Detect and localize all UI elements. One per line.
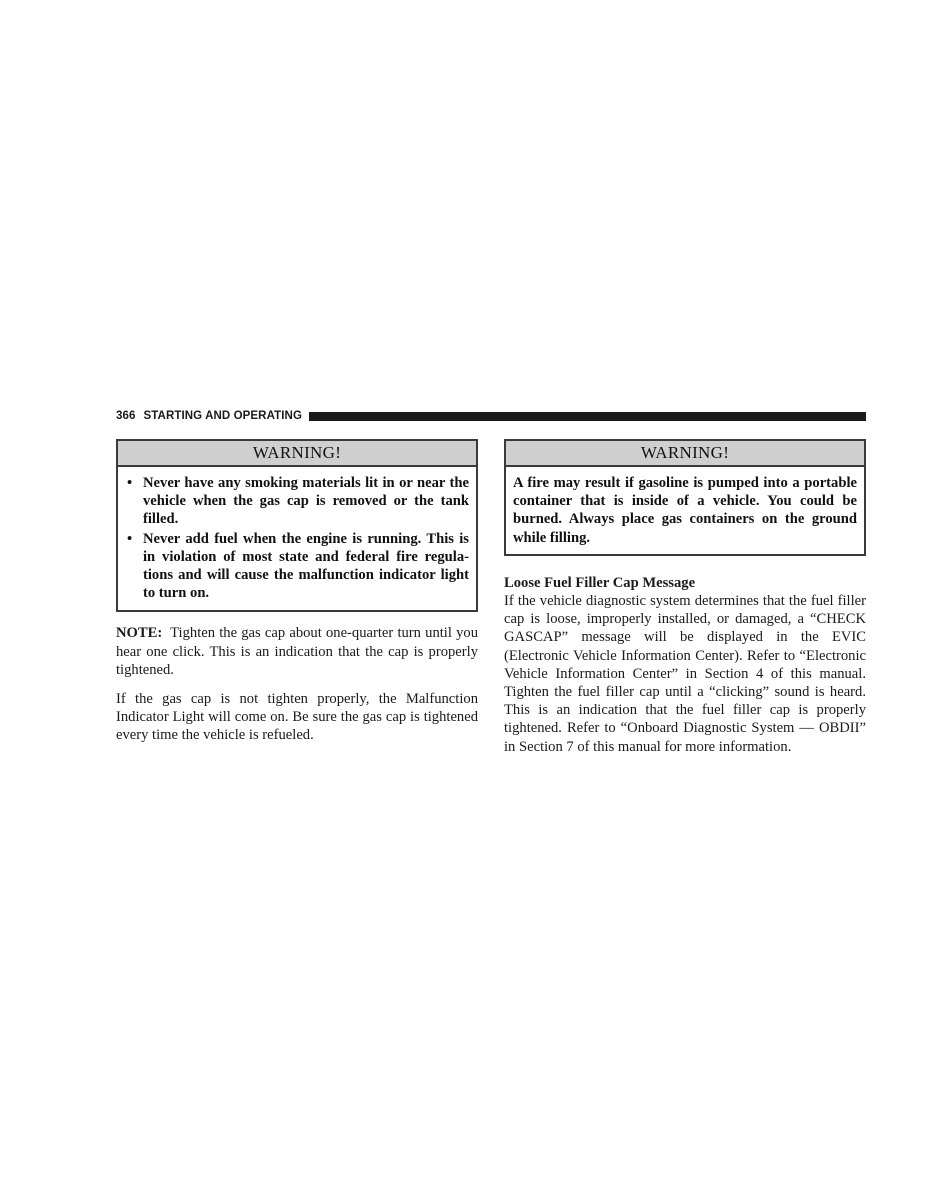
warning-box-left xyxy=(116,439,478,612)
warning-body: A fire may result if gasoline is pumped into a portable container that is inside of a vehicle. You could be burned. Always place gas containers on the ground while filling. xyxy=(513,475,857,546)
warning-bullet xyxy=(125,530,469,603)
section-title: STARTING AND OPERATING xyxy=(143,410,303,422)
bullet-text: Never add fuel when the engine is running. This is in violation of most state and federal fire regula-tions and will cause the malfunction indicator light to turn on. xyxy=(143,530,469,602)
body-paragraph: If the vehicle diagnostic system determines that the fuel filler cap is loose, improperly installed, or damaged, a “CHECK GASCAP” message will be displayed in the EVIC (Electronic Vehicle Information Center). Refer to “Electronic Vehicle Information Center” in Section 4 of this manual. Tighten the fuel filler cap until a “clicking” sound is heard. This is an indication that the fuel filler cap is properly tightened. Refer to “Onboard Diagnostic System — OBDII” in Section 7 of this manual for more information. xyxy=(504,593,866,755)
bullet-text: Never have any smoking materials lit in or near the vehicle when the gas cap is removed or the tank filled. xyxy=(143,475,469,528)
note-text: Tighten the gas cap about one-quarter turn until you hear one click. This is an indication that the cap is properly tightened. xyxy=(116,625,478,678)
page-header xyxy=(116,409,866,423)
note-label: NOTE: xyxy=(116,625,163,642)
warning-body xyxy=(118,467,476,610)
right-column xyxy=(504,439,866,767)
bullet-icon: • xyxy=(127,475,133,491)
section-subheading: Loose Fuel Filler Cap Message xyxy=(504,574,696,591)
header-rule xyxy=(309,412,866,421)
left-column xyxy=(116,439,478,756)
body-paragraph: If the gas cap is not tighten properly, the Malfunction Indicator Light will come on. Be sure the gas cap is tightened every time the vehicle is refueled. xyxy=(116,691,478,744)
warning-bullet xyxy=(125,474,469,529)
warning-title: WARNING! xyxy=(118,441,476,467)
bullet-icon: • xyxy=(127,530,133,547)
page-number: 366 xyxy=(116,410,136,422)
note-paragraph xyxy=(116,624,478,679)
warning-box-right xyxy=(504,439,866,556)
warning-title: WARNING! xyxy=(506,441,864,467)
